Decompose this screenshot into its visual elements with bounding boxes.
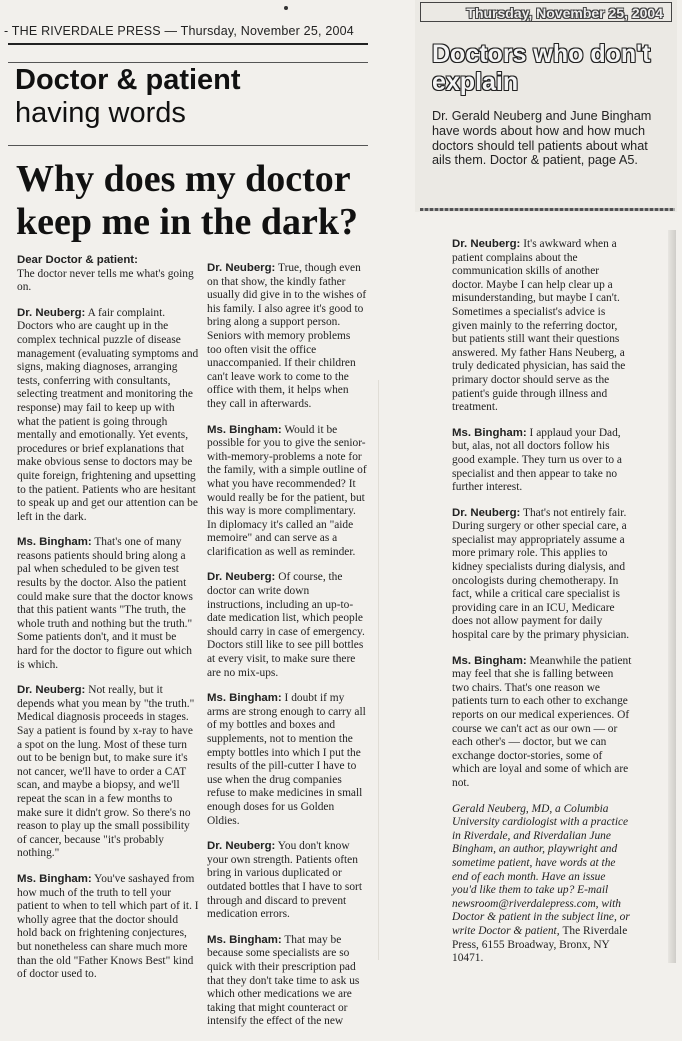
- paragraph-text: That's one of many reasons patients should bring along a pal when scheduled to be given test results by the doctor. Also the patient could make sure that the doctor knows that this patient wants "The truth, the whole truth and nothing but the truth." Some patients don't, and it must be hard for the doctor to figure out which is which.: [17, 536, 193, 671]
- speaker-label: Dr. Neuberg:: [17, 306, 86, 319]
- dialogue-paragraph: [17, 684, 199, 861]
- series-rule-bottom: [8, 145, 368, 146]
- speaker-label: Dr. Neuberg:: [452, 238, 521, 250]
- letter: [17, 254, 199, 295]
- page-edge-shadow: [668, 230, 676, 963]
- speaker-label: Ms. Bingham:: [207, 933, 282, 946]
- dialogue-paragraph: [207, 840, 367, 922]
- speaker-label: Ms. Bingham:: [17, 536, 92, 549]
- paragraph-text: A fair complaint. Doctors who are caught up in the complex technical puzzle of disease management (evaluating symptoms and signs, making diagnoses, arranging tests, conferring with consultants, selecting treatment and monitoring the response) may fail to keep up with what the patient is going through mentally and emotionally. Yet events, procedures or brief explanations that make obvious sense to doctors may be quite foreign, frightening and upsetting to the patient. Patients who are hesitant to speak up and get our attention can be left in the dark.: [17, 306, 199, 523]
- credit-text: Gerald Neuberg, MD, a Columbia University cardiologist with a practice in Riverdale, and Riverdalian June Bingham, an author, playwright and sometime patient, have words at the end of each month. Have an issue you'd like them to take up? E-mail newsroom@riverdalepress.com, with Doctor & patient in the subject line, or write Doctor & patient,: [452, 802, 630, 937]
- masthead-rule: [8, 43, 368, 45]
- speaker-label: Dr. Neuberg:: [207, 262, 276, 274]
- speaker-label: Dr. Neuberg:: [207, 571, 276, 584]
- paragraph-text: I applaud your Dad, but, alas, not all doctors follow his good example. They turn us over to a specialist and then appear to take no further interest.: [452, 426, 622, 494]
- paragraph-text: Of course, the doctor can write down instructions, including an up-to-date medication list, which people should carry in case of emergency. Doctors still like to see pill bottles at every visit, to make sure there are no mix-ups.: [207, 571, 365, 679]
- series-title: Doctor & patient: [15, 64, 241, 96]
- teaser-date: Thursday, November 25, 2004: [420, 2, 672, 22]
- speaker-label: Dr. Neuberg:: [17, 684, 86, 697]
- dialogue-paragraph: [452, 427, 632, 495]
- teaser-title: Doctors who don't explain: [432, 40, 651, 96]
- speaker-label: Dear Doctor & patient:: [17, 254, 138, 266]
- paragraph-text: Would it be possible for you to give the senior-with-memory-problems a note for the family, with a simple outline of what you have recommended? It would really be for the patient, but this way is more complimentary. In diplomacy it's called an "aide memoire" and can serve as a clarification as well as reminder.: [207, 423, 367, 558]
- article-column-2: [207, 262, 367, 1041]
- paragraph-text: Meanwhile the patient may feel that she is falling between two chairs. That's one reason we patients turn to each other to exchange reports on our medical experiences. Of course we can't act as our own — or each other's — doctor, but we can exchange doctor-stories, some of which are loyal and some of which are not.: [452, 654, 632, 789]
- masthead: - THE RIVERDALE PRESS — Thursday, November 25, 2004: [4, 24, 354, 38]
- speaker-label: Ms. Bingham:: [452, 654, 527, 667]
- speaker-label: Ms. Bingham:: [207, 692, 282, 705]
- paragraph-text: The doctor never tells me what's going on.: [17, 267, 194, 294]
- paragraph-text: It's awkward when a patient complains about the communication skills of another doctor. Maybe I can help clear up a misunderstanding, but maybe I can't. Sometimes a specialist's advice is given mainly to the referring doctor, but patients still want their questions answered. My father Hans Neuberg, a truly dedicated physician, has said the primary doctor should serve as the patient's guide through illness and treatment.: [452, 238, 626, 414]
- paragraph-text: Not really, but it depends what you mean by "the truth." Medical diagnosis proceeds in stages. Say a patient is found by x-ray to have a spot on the lung. Most of these turn out to be benign but, to make sure it's not cancer, we'll have to order a CAT scan, and maybe a biopsy, and we'll repeat the scan in a few months to make sure it didn't grow. So there's no reason to play up the small possibility of cancer, because "it's probably nothing.": [17, 684, 195, 860]
- headline: Why does my doctor keep me in the dark?: [16, 158, 358, 243]
- dialogue-paragraph: [452, 507, 632, 643]
- speaker-label: Dr. Neuberg:: [452, 506, 521, 519]
- dialogue-paragraph: [452, 238, 632, 415]
- dialogue-paragraph: [17, 873, 199, 982]
- column-divider: [378, 380, 379, 960]
- credit-address: The Riverdale Press, 6155 Broadway, Bronx, NY 10471.: [452, 924, 628, 965]
- dialogue-paragraph: [207, 692, 367, 828]
- author-credit: [452, 803, 632, 966]
- dialogue-paragraph: [207, 262, 367, 412]
- dialogue-paragraph: [207, 424, 367, 560]
- speaker-label: Ms. Bingham:: [207, 423, 282, 436]
- dialogue-paragraph: [17, 307, 199, 525]
- paragraph-text: That's not entirely fair. During surgery or other special care, a specialist may appropriately assume a more primary role. This applies to kidney specialists during dialysis, and oncologists during chemotherapy. In fact, while a critical care specialist is providing care in an ICU, Medicare does not allow payment for daily hospital care by the primary physician.: [452, 506, 630, 642]
- paragraph-text: You don't know your own strength. Patients often bring in various duplicated or outdated bottles that I have to sort through and discard to prevent medication errors.: [207, 840, 363, 921]
- teaser-rule: [420, 208, 675, 211]
- dialogue-paragraph: [17, 536, 199, 672]
- article-column-1: [17, 254, 199, 994]
- speaker-label: Dr. Neuberg:: [207, 840, 276, 853]
- paragraph-text: True, though even on that show, the kindly father usually did give in to the wishes of his family. I also agree it's good to bring along a support person. Seniors with memory problems too often visit the office unaccompanied. If their children can't leave work to come to the office with them, it helps when they call in afterwards.: [207, 262, 367, 410]
- teaser-box: [415, 0, 677, 212]
- speaker-label: Ms. Bingham:: [452, 426, 527, 439]
- dialogue-paragraph: [207, 571, 367, 680]
- dialogue-paragraph: [452, 655, 632, 791]
- series-subtitle: having words: [15, 97, 186, 129]
- paragraph-text: That may be because some specialists are so quick with their prescription pad that they don't take time to ask us which other medications we are taking that might counteract or intensify the effect of the new: [207, 933, 360, 1028]
- dialogue-paragraph: [207, 934, 367, 1029]
- article-column-3: [452, 238, 632, 978]
- series-rule-top: [8, 62, 368, 63]
- pin-mark: [284, 6, 288, 10]
- speaker-label: Ms. Bingham:: [17, 872, 92, 885]
- teaser-body: Dr. Gerald Neuberg and June Bingham have words about how and how much doctors should tell patients about what ails them. Doctor & patient, page A5.: [432, 109, 652, 168]
- paragraph-text: I doubt if my arms are strong enough to carry all of my bottles and boxes and supplements, not to mention the empty bottles into which I put the results of the pill-cutter I have to use when the drug companies refuse to make medicines in small enough doses for us Golden Oldies.: [207, 692, 366, 827]
- paragraph-text: You've sashayed from how much of the truth to tell your patient to when to tell which part of it. I wholly agree that the doctor should hold back on frightening conjectures, but nonetheless can share much more than the old "Father Knows Best" kind of doctor used to.: [17, 872, 199, 981]
